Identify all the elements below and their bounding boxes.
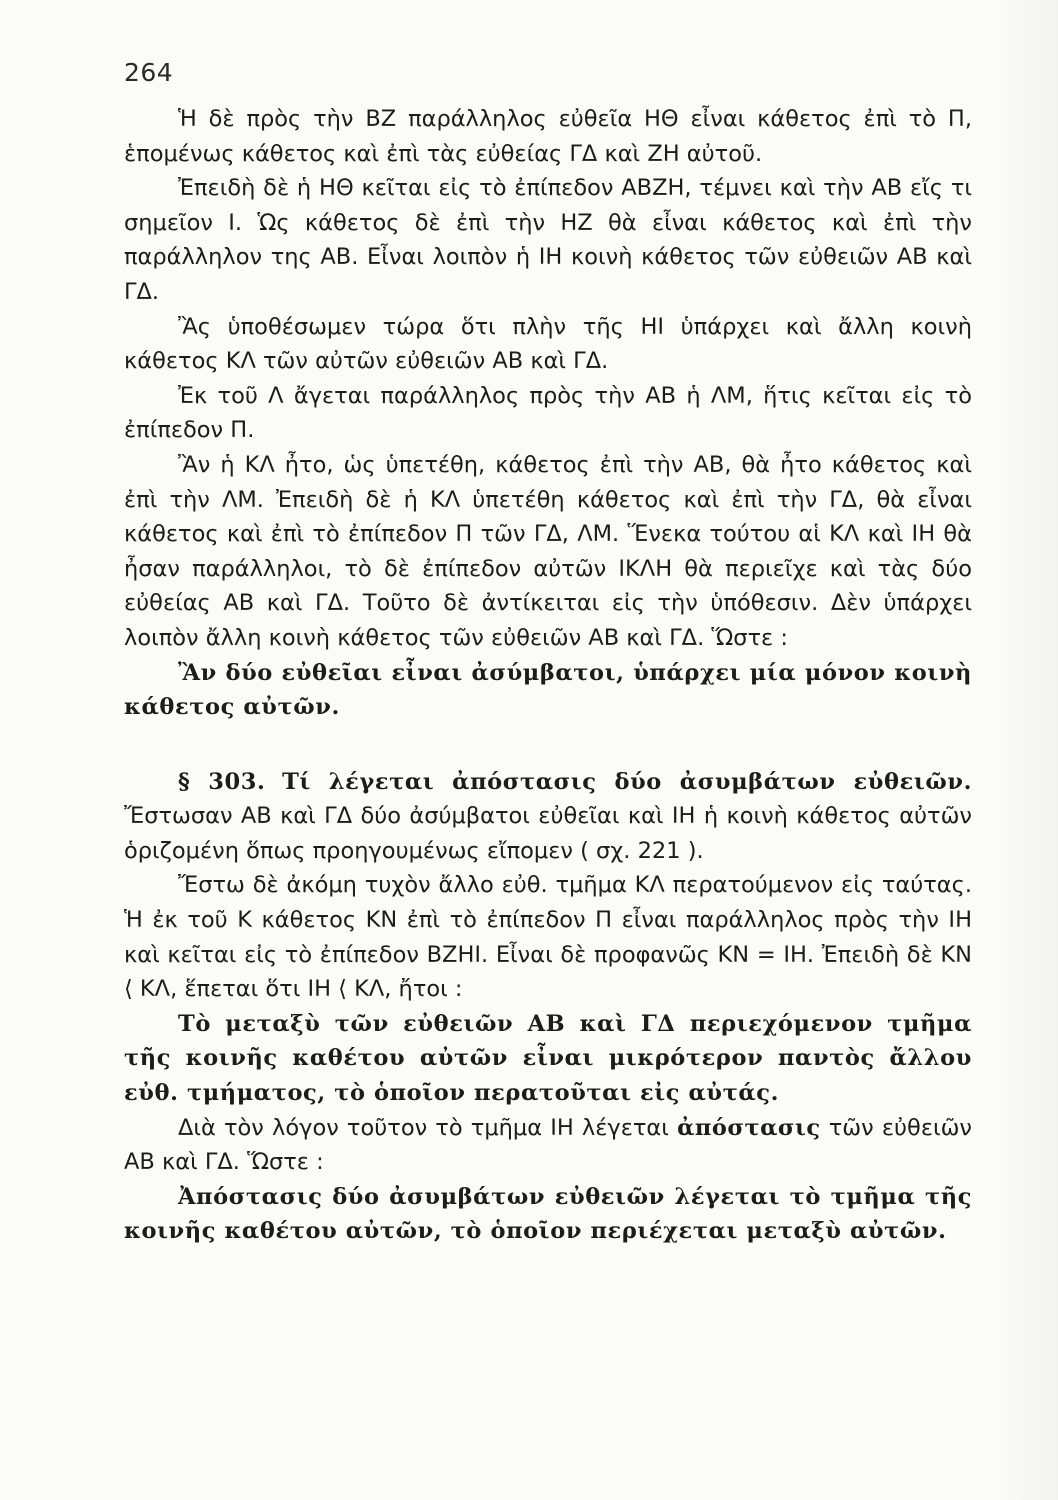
theorem-unique-perpendicular: Ἂν δύο εὐθεῖαι εἶναι ἀσύμβατοι, ὑπάρχει μία μόνον κοινὴ κάθετος αὐτῶν. (124, 659, 972, 721)
section-text: Ἔστωσαν ΑΒ καὶ ΓΔ δύο ἀσύμβατοι εὐθεῖαι καὶ ΙΗ ἡ κοινὴ κάθετος αὐτῶν ὁριζομένη ὅπως προηγουμένως εἴπομεν ( σχ. 221 ). (124, 803, 972, 864)
distance-paragraph (124, 1111, 972, 1180)
paragraph-after-section: Ἔστω δὲ ἀκόμη τυχὸν ἄλλο εὐθ. τμῆμα ΚΛ περατούμενον εἰς ταύτας. Ἡ ἐκ τοῦ Κ κάθετος ΚΝ ἐπὶ τὸ ἐπίπεδον Π εἶναι παράλληλος πρὸς τὴν ΙΗ καὶ κεῖται εἰς τὸ ἐπίπεδον ΒΖΗΙ. Εἶναι δὲ προφανῶς ΚΝ = ΙΗ. Ἐπειδὴ δὲ ΚΝ ⟨ ΚΛ, ἕπεται ὅτι ΙΗ ⟨ ΚΛ, ἤτοι : (124, 872, 972, 1003)
paragraph-1: Ἡ δὲ πρὸς τὴν ΒΖ παράλληλος εὐθεῖα ΗΘ εἶναι κάθετος ἐπὶ τὸ Π, ἑπομένως κάθετος καὶ ἐπὶ τὰς εὐθείας ΓΔ καὶ ΖΗ αὐτοῦ. (124, 106, 972, 167)
section-title: Τί λέγεται ἀπόστασις δύο ἀσυμβάτων εὐθειῶν. (282, 768, 972, 795)
distance-before: Διὰ τὸν λόγον τοῦτον τὸ τμῆμα ΙΗ λέγεται (178, 1114, 669, 1141)
distance-term: ἀπόστασις (677, 1114, 821, 1141)
paragraph-5: Ἂν ἡ ΚΛ ἦτο, ὡς ὑπετέθη, κάθετος ἐπὶ τὴν ΑΒ, θὰ ἦτο κάθετος καὶ ἐπὶ τὴν ΛΜ. Ἐπειδὴ δὲ ἡ ΚΛ ὑπετέθη κάθετος καὶ ἐπὶ τὴν ΓΔ, θὰ εἶναι κάθετος καὶ ἐπὶ τὸ ἐπίπεδον Π τῶν ΓΔ, ΛΜ. Ἕνεκα τούτου αἱ ΚΛ καὶ ΙΗ θὰ ἦσαν παράλληλοι, τὸ δὲ ἐπίπεδον αὐτῶν ΙΚΛΗ θὰ περιεῖχε καὶ τὰς δύο εὐθείας ΑΒ καὶ ΓΔ. Τοῦτο δὲ ἀντίκειται εἰς τὴν ὑπόθεσιν. Δὲν ὑπάρχει λοιπὸν ἄλλη κοινὴ κάθετος τῶν εὐθειῶν ΑΒ καὶ ΓΔ. Ὥστε : (124, 451, 972, 651)
main-text (124, 102, 972, 1249)
page-number: 264 (124, 58, 174, 87)
page-edge-shadow (998, 0, 1058, 1500)
paragraph-3: Ἂς ὑποθέσωμεν τώρα ὅτι πλὴν τῆς ΗΙ ὑπάρχει καὶ ἄλλη κοινὴ κάθετος ΚΛ τῶν αὐτῶν εὐθειῶν ΑΒ καὶ ΓΔ. (124, 313, 972, 375)
paragraph-2: Ἐπειδὴ δὲ ἡ ΗΘ κεῖται εἰς τὸ ἐπίπεδον ΑΒΖΗ, τέμνει καὶ τὴν ΑΒ εἴς τι σημεῖον Ι. Ὡς κάθετος δὲ ἐπὶ τὴν ΗΖ θὰ εἶναι κάθετος καὶ ἐπὶ τὴν παράλληλον της ΑΒ. Εἶναι λοιπὸν ἡ ΙΗ κοινὴ κάθετος τῶν εὐθειῶν ΑΒ καὶ ΓΔ. (124, 175, 972, 305)
theorem-shortest-segment: Τὸ μεταξὺ τῶν εὐθειῶν ΑΒ καὶ ΓΔ περιεχόμενον τμῆμα τῆς κοινῆς καθέτου αὐτῶν εἶναι μικρότερον παντὸς ἄλλου εὐθ. τμήματος, τὸ ὁποῖον περατοῦται εἰς αὐτάς. (124, 1010, 972, 1107)
definition-distance: Ἀπόστασις δύο ἀσυμβάτων εὐθειῶν λέγεται τὸ τμῆμα τῆς κοινῆς καθέτου αὐτῶν, τὸ ὁποῖον περιέχεται μεταξὺ αὐτῶν. (124, 1183, 972, 1245)
distance-after: τῶν εὐθειῶν ΑΒ καὶ ΓΔ. Ὥστε : (124, 1114, 973, 1176)
section-number: § 303. (178, 768, 266, 795)
paragraph-4: Ἐκ τοῦ Λ ἄγεται παράλληλος πρὸς τὴν ΑΒ ἡ ΛΜ, ἥτις κεῖται εἰς τὸ ἐπίπεδον Π. (124, 382, 972, 444)
section-303 (124, 765, 972, 869)
